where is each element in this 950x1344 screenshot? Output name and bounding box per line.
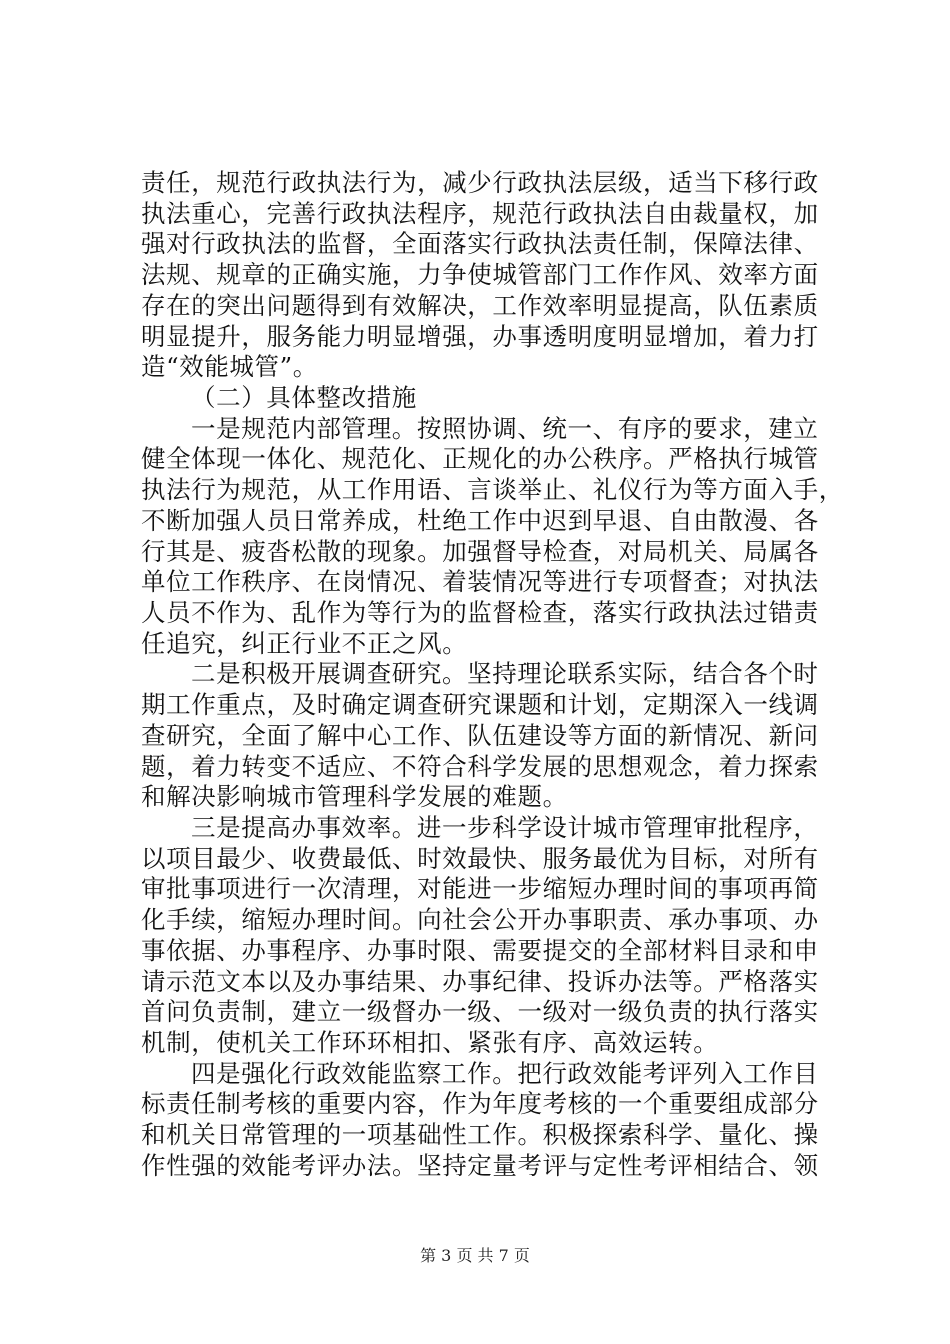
- body-line: 请示范文本以及办事结果、办事纪律、投诉办法等。严格落实: [141, 967, 819, 996]
- body-line: 化手续，缩短办理时间。向社会公开办事职责、承办事项、办: [141, 905, 819, 934]
- body-line: 明显提升，服务能力明显增强，办事透明度明显增加，着力打: [141, 322, 819, 351]
- body-line: 查研究，全面了解中心工作、队伍建设等方面的新情况、新问: [141, 721, 819, 750]
- body-line: 以项目最少、收费最低、时效最快、服务最优为目标，对所有: [141, 844, 819, 873]
- body-line: 造“效能城管”。: [141, 352, 318, 381]
- body-line: 审批事项进行一次清理，对能进一步缩短办理时间的事项再简: [141, 874, 819, 903]
- body-line: 和解决影响城市管理科学发展的难题。: [141, 782, 568, 811]
- body-line: 存在的突出问题得到有效解决，工作效率明显提高，队伍素质: [141, 291, 819, 320]
- body-line: 执法重心，完善行政执法程序，规范行政执法自由裁量权，加: [141, 199, 819, 228]
- body-line: 单位工作秩序、在岗情况、着装情况等进行专项督查；对执法: [141, 567, 819, 596]
- paragraph-start-line: 二是积极开展调查研究。坚持理论联系实际，结合各个时: [191, 659, 819, 688]
- paragraph-start-line: 三是提高办事效率。进一步科学设计城市管理审批程序，: [191, 813, 819, 842]
- body-line: 健全体现一体化、规范化、正规化的办公秩序。严格执行城管: [141, 444, 819, 473]
- body-line: 标责任制考核的重要内容，作为年度考核的一个重要组成部分: [141, 1089, 819, 1118]
- body-line: 法规、规章的正确实施，力争使城管部门工作作风、效率方面: [141, 260, 819, 289]
- body-line: 首问负责制，建立一级督办一级、一级对一级负责的执行落实: [141, 997, 819, 1026]
- body-line: 行其是、疲沓松散的现象。加强督导检查，对局机关、局属各: [141, 537, 819, 566]
- body-line: 期工作重点，及时确定调查研究课题和计划，定期深入一线调: [141, 690, 819, 719]
- body-line: 执法行为规范，从工作用语、言谈举止、礼仪行为等方面入手，: [141, 475, 844, 504]
- paragraph-start-line: 一是规范内部管理。按照协调、统一、有序的要求，建立: [191, 414, 819, 443]
- body-line: 事依据、办事程序、办事时限、需要提交的全部材料目录和申: [141, 936, 819, 965]
- body-line: 和机关日常管理的一项基础性工作。积极探索科学、量化、操: [141, 1120, 819, 1149]
- body-line: 机制，使机关工作环环相扣、紧张有序、高效运转。: [141, 1028, 719, 1057]
- section-heading: （二）具体整改措施: [191, 383, 417, 412]
- body-line: 责任，规范行政执法行为，减少行政执法层级，适当下移行政: [141, 168, 819, 197]
- body-line: 不断加强人员日常养成，杜绝工作中迟到早退、自由散漫、各: [141, 506, 819, 535]
- body-line: 作性强的效能考评办法。坚持定量考评与定性考评相结合、领: [141, 1151, 819, 1180]
- paragraph-start-line: 四是强化行政效能监察工作。把行政效能考评列入工作目: [191, 1059, 819, 1088]
- body-line: 强对行政执法的监督，全面落实行政执法责任制，保障法律、: [141, 229, 819, 258]
- body-line: 题，着力转变不适应、不符合科学发展的思想观念，着力探索: [141, 752, 819, 781]
- body-line: 任追究，纠正行业不正之风。: [141, 629, 468, 658]
- page-number-footer: 第 3 页 共 7 页: [420, 1246, 530, 1265]
- body-line: 人员不作为、乱作为等行为的监督检查，落实行政执法过错责: [141, 598, 819, 627]
